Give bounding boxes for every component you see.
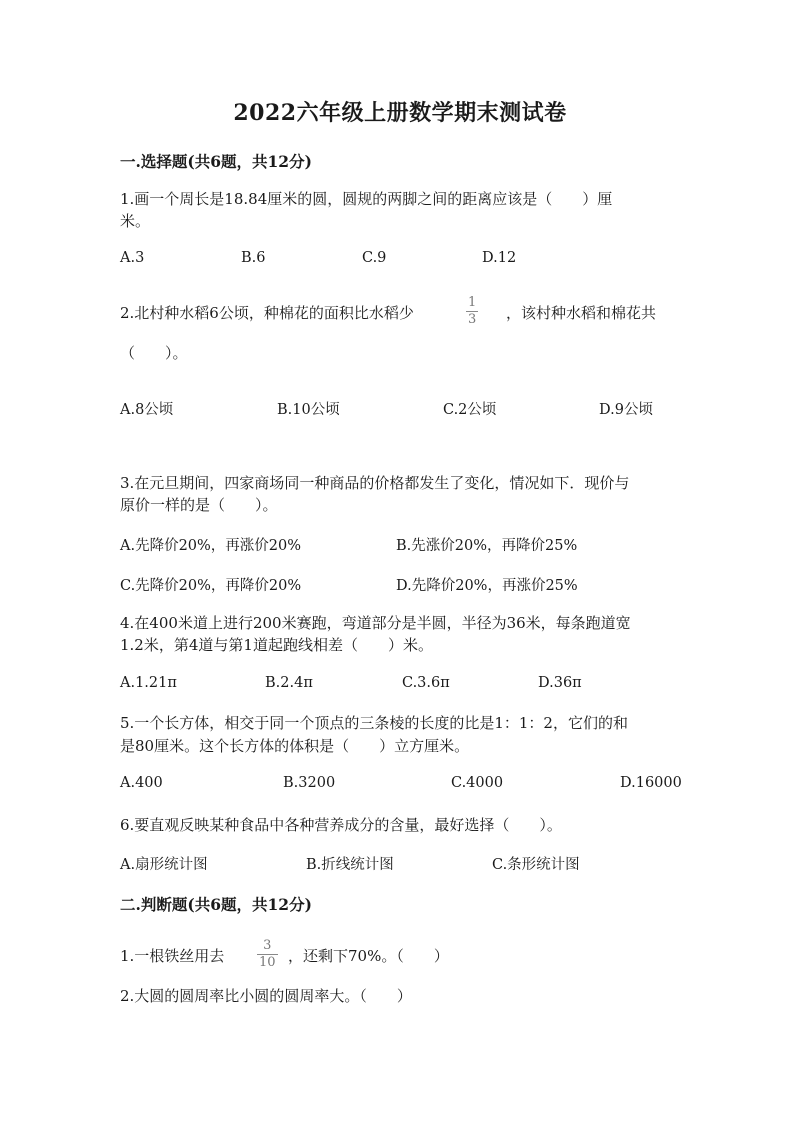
question-2-text-b: ，该村种水稻和棉花共 [506, 304, 657, 322]
q3-option-c: C.先降价20%，再降价20% [120, 578, 302, 594]
section-heading-judgement: 二.判断题(共6题，共12分) [120, 895, 312, 914]
q6-option-a: A.扇形统计图 [120, 857, 208, 873]
question-4-line-2: 1.2米，第4道与第1道起跑线相差（ ）米。 [120, 636, 433, 654]
question-5-line-1: 5.一个长方体，相交于同一个顶点的三条棱的长度的比是1：1：2，它们的和 [120, 714, 628, 732]
page-title: 2022六年级上册数学期末测试卷 [233, 100, 567, 126]
q2-option-b: B.10公顷 [277, 402, 340, 418]
question-2-fraction [466, 296, 478, 327]
q4-option-a: A.1.21π [120, 675, 177, 691]
q1-option-b: B.6 [241, 250, 266, 266]
question-2-line-2: （ ）。 [120, 344, 188, 362]
q3-option-b: B.先涨价20%，再降价25% [396, 538, 578, 554]
question-1-line-2: 米。 [120, 212, 151, 230]
q6-option-c: C.条形统计图 [492, 857, 580, 873]
q4-option-d: D.36π [538, 675, 582, 691]
q2-option-a: A.8公顷 [120, 402, 174, 418]
q5-option-d: D.16000 [620, 775, 682, 791]
q3-option-a: A.先降价20%，再涨价20% [120, 538, 302, 554]
q4-option-b: B.2.4π [265, 675, 313, 691]
question-5-line-2: 是80厘米。这个长方体的体积是（ ）立方厘米。 [120, 737, 470, 755]
question-2-text-a: 2.北村种水稻6公顷，种棉花的面积比水稻少 [120, 304, 414, 322]
judgement-2-line-1: 2.大圆的圆周率比小圆的圆周率大。（ ） [120, 987, 412, 1005]
q1-option-c: C.9 [362, 250, 387, 266]
q1-option-d: D.12 [482, 250, 517, 266]
question-6-line-1: 6.要直观反映某种食品中各种营养成分的含量，最好选择（ ）。 [120, 816, 562, 834]
q1-option-a: A.3 [120, 250, 145, 266]
question-3-line-2: 原价一样的是（ ）。 [120, 496, 278, 514]
q3-option-d: D.先降价20%，再涨价25% [396, 578, 578, 594]
judgement-1-fraction [257, 939, 278, 970]
judgement-1-text-a: 1.一根铁丝用去 [120, 947, 225, 965]
q5-option-c: C.4000 [451, 775, 504, 791]
q5-option-a: A.400 [120, 775, 163, 791]
fraction-numerator: 3 [263, 938, 272, 953]
question-3-line-1: 3.在元旦期间，四家商场同一种商品的价格都发生了变化，情况如下．现价与 [120, 474, 630, 492]
fraction-denominator: 3 [468, 312, 477, 327]
q4-option-c: C.3.6π [402, 675, 450, 691]
q2-option-c: C.2公顷 [443, 402, 497, 418]
q6-option-b: B.折线统计图 [306, 857, 394, 873]
q5-option-b: B.3200 [283, 775, 336, 791]
judgement-1-text-b: ，还剩下70%。（ ） [288, 947, 449, 965]
fraction-numerator: 1 [468, 295, 477, 310]
section-heading-choice: 一.选择题(共6题，共12分) [120, 152, 312, 171]
question-1-line-1: 1.画一个周长是18.84厘米的圆，圆规的两脚之间的距离应该是（ ）厘 [120, 190, 613, 208]
question-4-line-1: 4.在400米道上进行200米赛跑，弯道部分是半圆，半径为36米，每条跑道宽 [120, 614, 631, 632]
q2-option-d: D.9公顷 [599, 402, 653, 418]
fraction-denominator: 10 [259, 955, 276, 970]
